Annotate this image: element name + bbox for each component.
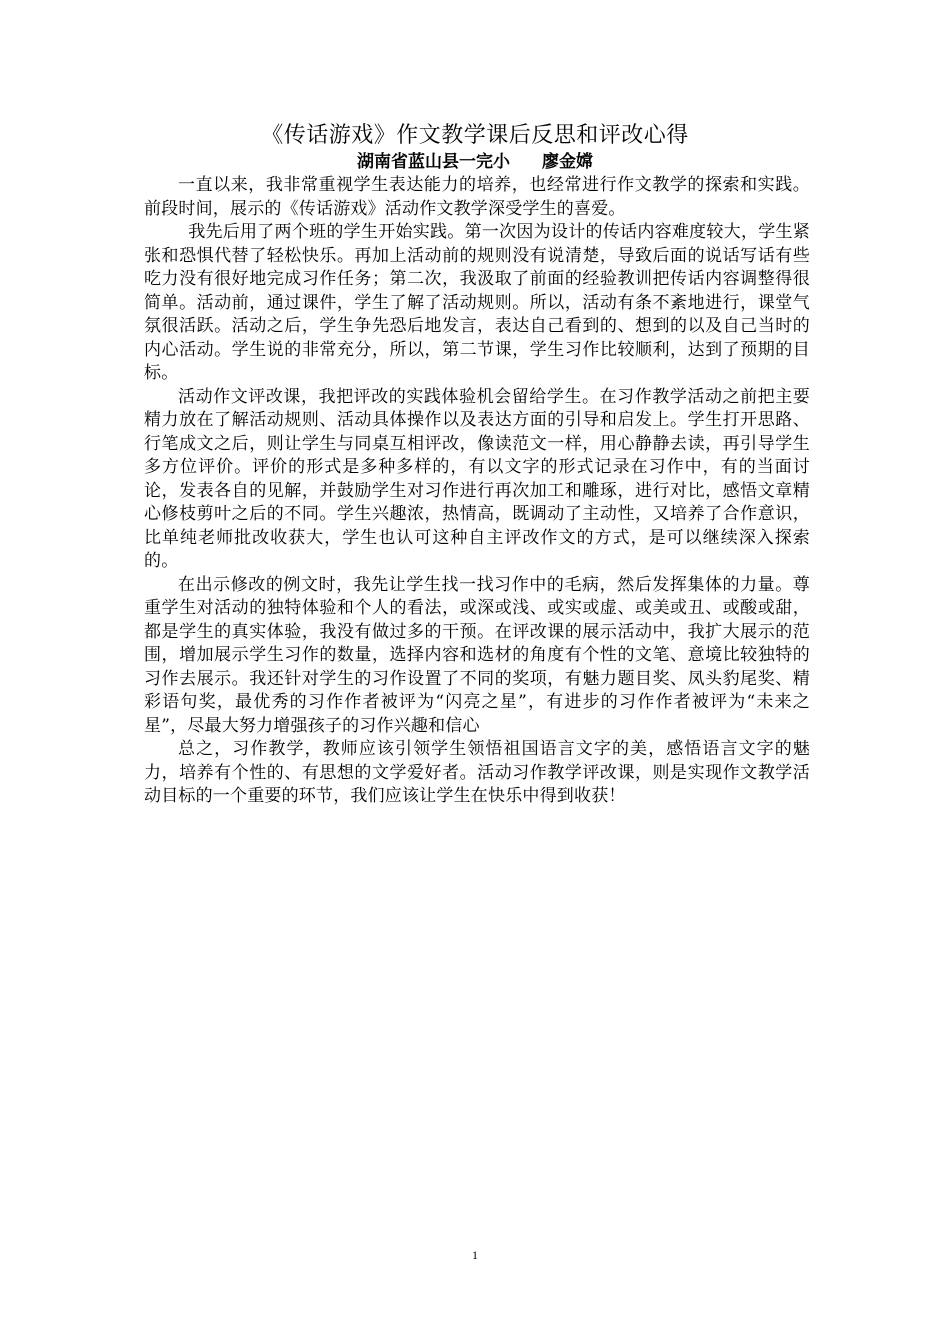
paragraph-example-revision: 在出示修改的例文时，我先让学生找一找习作中的毛病，然后发挥集体的力量。尊重学生对活动的独特体验和个人的看法，或深或浅、或实或虚、或美或丑、或酸或甜，都是学生的真实体验，我没有做过多的干预。在评改课的展示活动中，我扩大展示的范围，增加展示学生习作的数量，选择内容和选材的角度有个性的文笔、意境比较独特的习作去展示。我还针对学生的习作设置了不同的奖项，有魅力题目奖、凤头豹尾奖、精彩语句奖，最优秀的习作作者被评为“闪亮之星”，有进步的习作作者被评为“未来之星”，尽最大努力增强孩子的习作兴趣和信心 (144, 574, 810, 736)
document-body (144, 174, 810, 809)
author-name: 廖金嫦 (542, 152, 593, 172)
paragraph-practice: 我先后用了两个班的学生开始实践。第一次因为设计的传话内容难度较大，学生紧张和恐惧代替了轻松快乐。再加上活动前的规则没有说清楚，导致后面的说话写话有些吃力没有很好地完成习作任务；第二次，我汲取了前面的经验教训把传话内容调整得很简单。活动前，通过课件，学生了解了活动规则。所以，活动有条不紊地进行，课堂气氛很活跃。活动之后，学生争先恐后地发言，表达自己看到的、想到的以及自己当时的内心活动。学生说的非常充分，所以，第二节课，学生习作比较顺利，达到了预期的目标。 (144, 222, 810, 383)
paragraph-conclusion: 总之，习作教学，教师应该引领学生领悟祖国语言文字的美，感悟语言文字的魅力，培养有个性的、有思想的文学爱好者。活动习作教学评改课，则是实现作文教学活动目标的一个重要的环节，我们应该让学生在快乐中得到收获！ (144, 739, 810, 806)
document-title: 《传话游戏》作文教学课后反思和评改心得 (261, 123, 689, 148)
paragraph-intro: 一直以来，我非常重视学生表达能力的培养，也经常进行作文教学的探索和实践。前段时间，展示的《传话游戏》活动作文教学深受学生的喜爱。 (144, 175, 810, 219)
page-number: 1 (472, 1248, 478, 1262)
author-line (142, 150, 808, 174)
paragraph-peer-review: 活动作文评改课，我把评改的实践体验机会留给学生。在习作教学活动之前把主要精力放在了解活动规则、活动具体操作以及表达方面的引导和启发上。学生打开思路、行笔成文之后，则让学生与同桌互相评改，像读范文一样，用心静静去读，再引导学生多方位评价。评价的形式是多种多样的，有以文字的形式记录在习作中，有的当面讨论，发表各自的见解，并鼓励学生对习作进行再次加工和雕琢，进行对比，感悟文章精心修枝剪叶之后的不同。学生兴趣浓，热情高，既调动了主动性，又培养了合作意识，比单纯老师批改收获大，学生也认可这种自主评改作文的方式，是可以继续深入探索的。 (144, 386, 810, 571)
author-school: 湖南省蓝山县一完小 (357, 152, 510, 172)
